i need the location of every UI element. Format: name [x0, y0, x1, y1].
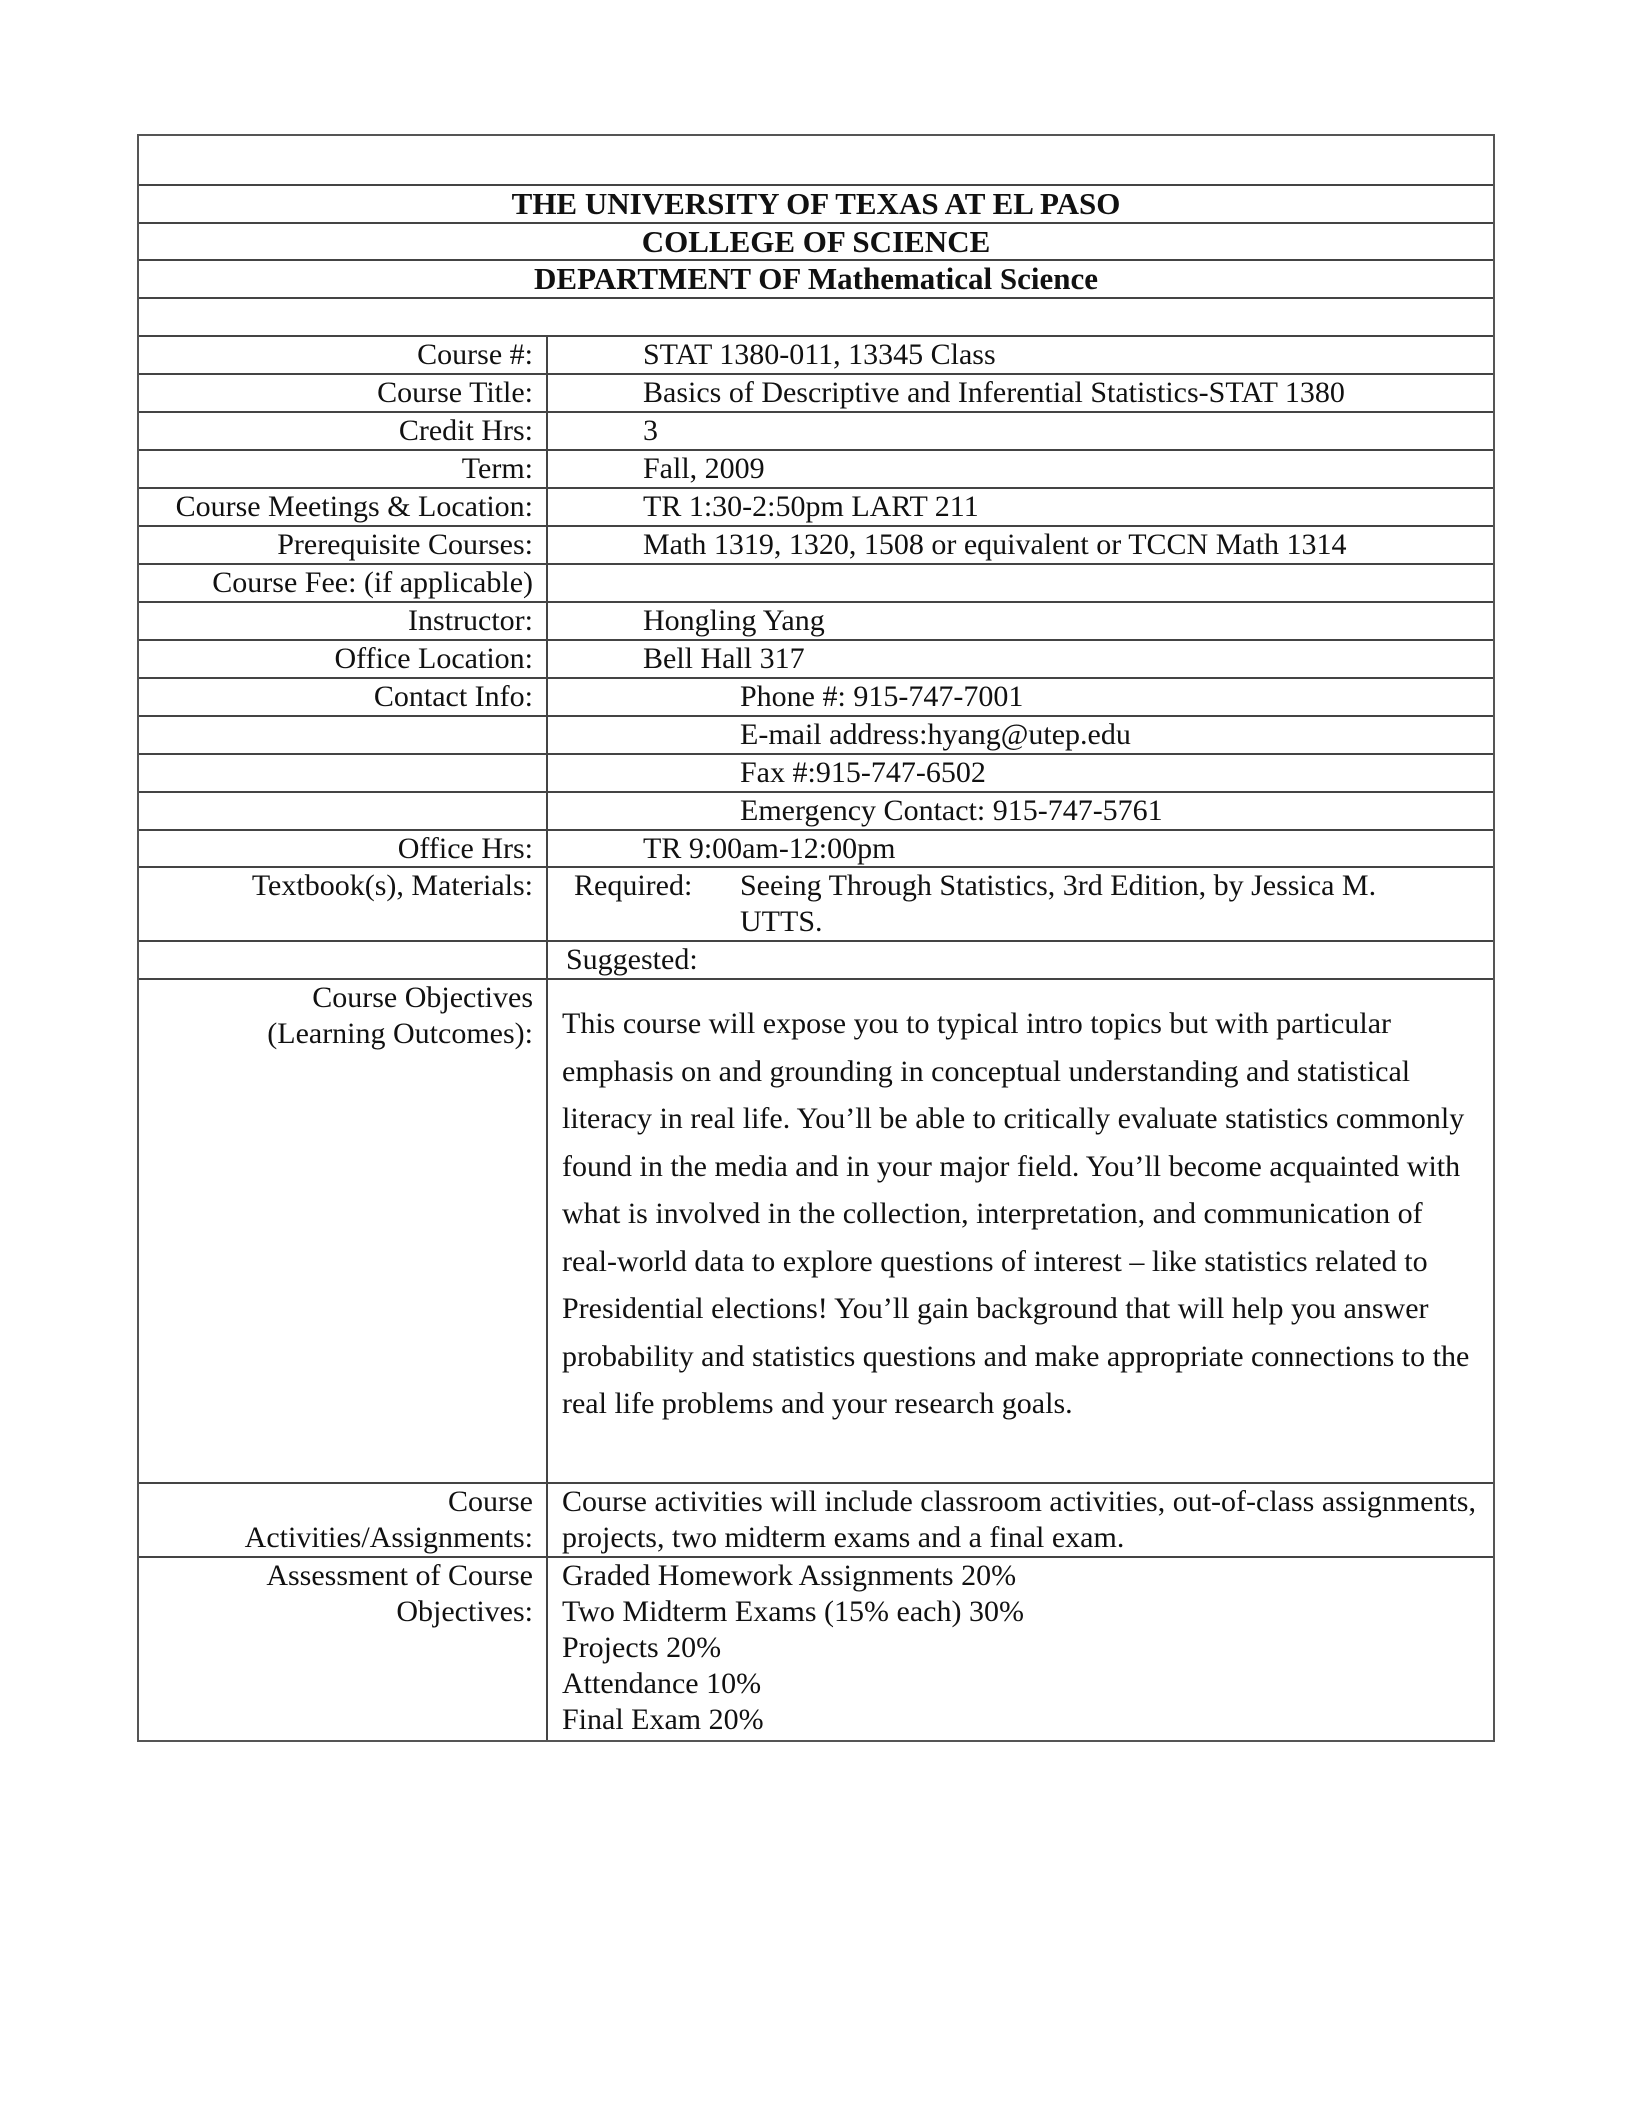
assessment-item: Two Midterm Exams (15% each) 30%	[562, 1595, 1024, 1628]
row-course-fee	[139, 563, 1493, 601]
row-contact-emergency	[139, 791, 1493, 829]
meetings-label: Course Meetings & Location:	[139, 489, 548, 525]
assessment-item: Projects 20%	[562, 1631, 722, 1664]
assessment-list	[548, 1558, 1493, 1740]
course-number-value: STAT 1380-011, 13345 Class	[643, 338, 996, 371]
assessment-item: Attendance 10%	[562, 1667, 762, 1700]
contact-info-label: Contact Info:	[139, 679, 548, 715]
office-hours-value: TR 9:00am-12:00pm	[643, 832, 896, 865]
activities-label	[139, 1484, 548, 1556]
office-location-label: Office Location:	[139, 641, 548, 677]
row-meetings	[139, 487, 1493, 525]
fax-value: Fax #:915-747-6502	[740, 756, 986, 789]
instructor-value: Hongling Yang	[643, 604, 825, 637]
textbook-value-cell	[548, 868, 1493, 940]
row-objectives	[139, 978, 1493, 1482]
assessment-label-line-1: Assessment of Course	[266, 1559, 533, 1592]
activities-text: Course activities will include classroom activities, out-of-class assignments, projects, two midterm exams and a final exam.	[562, 1485, 1476, 1554]
course-title-label: Course Title:	[139, 375, 548, 411]
course-number-label: Course #:	[139, 337, 548, 373]
row-suggested	[139, 940, 1493, 978]
university-title: THE UNIVERSITY OF TEXAS AT EL PASO	[511, 186, 1121, 221]
prerequisites-value: Math 1319, 1320, 1508 or equivalent or TCCN Math 1314	[643, 528, 1347, 561]
header-row-university	[139, 184, 1493, 222]
row-activities	[139, 1482, 1493, 1556]
objectives-label	[139, 980, 548, 1482]
row-textbook	[139, 866, 1493, 940]
activities-label-line-2: Activities/Assignments:	[244, 1521, 533, 1554]
office-hours-label: Office Hrs:	[139, 831, 548, 866]
emergency-value: Emergency Contact: 915-747-5761	[740, 794, 1163, 827]
row-term	[139, 449, 1493, 487]
assessment-item: Graded Homework Assignments 20%	[562, 1559, 1017, 1592]
empty-label-cell	[139, 755, 548, 791]
row-office-hours	[139, 829, 1493, 866]
term-label: Term:	[139, 451, 548, 487]
meetings-value: TR 1:30-2:50pm LART 211	[643, 490, 979, 523]
phone-value: Phone #: 915-747-7001	[740, 680, 1024, 713]
assessment-label	[139, 1558, 548, 1740]
objectives-label-line-2: (Learning Outcomes):	[267, 1017, 533, 1050]
row-office-location	[139, 639, 1493, 677]
term-value: Fall, 2009	[643, 452, 765, 485]
course-fee-value	[548, 565, 1493, 601]
row-credit-hours	[139, 411, 1493, 449]
suggested-label: Suggested:	[566, 943, 698, 976]
blank-top-row	[139, 136, 1493, 184]
empty-label-cell	[139, 942, 548, 978]
college-title: COLLEGE OF SCIENCE	[641, 224, 991, 259]
objectives-label-line-1: Course Objectives	[312, 981, 533, 1014]
blank-spacer-row	[139, 297, 1493, 335]
email-value: E-mail address:hyang@utep.edu	[740, 718, 1131, 751]
empty-label-cell	[139, 793, 548, 829]
course-fee-label: Course Fee: (if applicable)	[139, 565, 548, 601]
required-label: Required:	[574, 869, 693, 902]
objectives-text: This course will expose you to typical intro topics but with particular emphasis on and grounding in conceptual understanding and statistical literacy in real life. You’ll be able to critically evaluate statistics commonly found in the media and in your major field. You’ll become acquainted with what is involved in the collection, interpretation, and communication of real-world data to explore questions of interest – like statistics related to Presidential elections! You’ll gain background that will help you answer probability and statistics questions and make appropriate connections to the real life problems and your research goals.	[562, 1007, 1470, 1420]
course-title-value: Basics of Descriptive and Inferential Statistics-STAT 1380	[643, 376, 1345, 409]
department-title: DEPARTMENT OF Mathematical Science	[534, 261, 1098, 296]
row-instructor	[139, 601, 1493, 639]
row-course-number	[139, 335, 1493, 373]
header-row-department	[139, 259, 1493, 297]
required-textbook	[548, 868, 1493, 940]
prerequisites-label: Prerequisite Courses:	[139, 527, 548, 563]
row-prerequisites	[139, 525, 1493, 563]
instructor-label: Instructor:	[139, 603, 548, 639]
syllabus-table	[137, 134, 1495, 1742]
activities-label-line-1: Course	[448, 1485, 533, 1518]
required-value: Seeing Through Statistics, 3rd Edition, by Jessica M. UTTS.	[740, 869, 1377, 938]
row-assessment	[139, 1556, 1493, 1740]
assessment-item: Final Exam 20%	[562, 1703, 764, 1736]
row-course-title	[139, 373, 1493, 411]
assessment-label-line-2: Objectives:	[396, 1595, 533, 1628]
header-row-college	[139, 222, 1493, 259]
empty-label-cell	[139, 717, 548, 753]
row-contact-fax	[139, 753, 1493, 791]
office-location-value: Bell Hall 317	[643, 642, 805, 675]
credit-hours-label: Credit Hrs:	[139, 413, 548, 449]
credit-hours-value: 3	[643, 414, 658, 447]
row-contact-email	[139, 715, 1493, 753]
row-contact-phone	[139, 677, 1493, 715]
textbook-label: Textbook(s), Materials:	[139, 868, 548, 940]
